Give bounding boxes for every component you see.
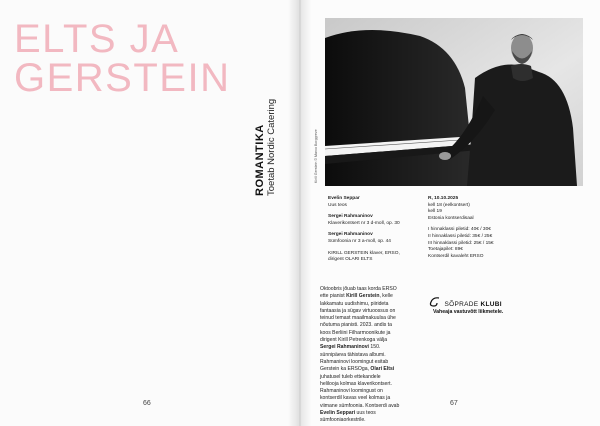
pianist-photo bbox=[325, 18, 583, 186]
body-segment-bold: Kirill Gerstein bbox=[346, 293, 380, 300]
category: ROMANTIKA bbox=[254, 124, 266, 196]
work: Uus teos bbox=[328, 202, 347, 208]
photo-illustration bbox=[325, 18, 583, 186]
title-line: GERSTEIN bbox=[14, 56, 231, 100]
article-body bbox=[320, 286, 400, 425]
price-line: Toetajapilet: 89€ bbox=[428, 247, 463, 253]
club-motto: Vaheaja vastuvõtt liikmetele. bbox=[433, 309, 504, 315]
event-time: kell 19 bbox=[428, 209, 442, 215]
program-item bbox=[328, 214, 428, 227]
body-segment: uus teos sümfooniaorkestrile. bbox=[320, 410, 376, 424]
page-number-right: 67 bbox=[450, 400, 458, 407]
price-line: III hinnaklassi piletid: 25€ / 15€ bbox=[428, 240, 494, 246]
price-line: II hinnaklassi piletid: 35€ / 25€ bbox=[428, 233, 493, 239]
program-item bbox=[328, 232, 428, 245]
work: Klaverikontsert nr 3 d-moll, op. 30 bbox=[328, 220, 400, 226]
body-segment: , kelle lakkamatu uudishimu, piirideta fantaasia ja sügav virtuoossus on teinud temast maailmakuulsa ühe nõutuma pianisti. 2023. andis ta koos Berliini Filharmoonikute ja dirigent Kirill Petrenkoga välja bbox=[320, 293, 396, 344]
sponsor-line: Toetab Nordic Catering bbox=[266, 98, 277, 196]
body-segment: Oktoobris jõuab taas korda ERSO ette pianist bbox=[320, 286, 397, 300]
composer: Evelin Seppar bbox=[328, 196, 360, 201]
composer: Sergei Rahmaninov bbox=[328, 232, 373, 238]
price-line: Kontserdil kavaleht ERSO bbox=[428, 253, 484, 259]
title-line: ELTS JA bbox=[14, 17, 180, 61]
body-segment: juhatusel tuleb ettekandele helilooja kolmas klaverikontsert. Rahmaninovi loomingust on kontserdil kavas veel kolmas ja viimane sümfoonia. Kontserdi avab bbox=[320, 373, 400, 409]
composer: Sergei Rahmaninov bbox=[328, 214, 373, 220]
body-segment: 150. sünnipäeva tähistava albumi. Rahmaninovi loomingut esitab Gerstein ka ERSOga, bbox=[320, 344, 389, 373]
price-line: I hinnaklassi piletid: 40€ / 30€ bbox=[428, 227, 491, 233]
body-segment-bold: Sergei Rahmaninovi bbox=[320, 344, 369, 351]
category-label bbox=[254, 99, 277, 196]
body-segment-bold: Olari Eltsi bbox=[370, 366, 395, 373]
page-gutter bbox=[288, 0, 312, 426]
body-segment-bold: Evelin Seppari bbox=[320, 410, 356, 417]
performers-line: KIRILL GERSTEIN klaver, ERSO, bbox=[328, 250, 400, 256]
performers bbox=[328, 251, 428, 264]
club-swirl-icon bbox=[428, 296, 440, 308]
page-number-left: 66 bbox=[143, 400, 151, 407]
logo-prefix: SÕPRADE bbox=[444, 301, 479, 308]
event-info bbox=[428, 196, 538, 260]
performers-line: dirigent OLARI ELTS bbox=[328, 257, 373, 263]
photo-credit: Kirill Gerstein © Marco Borggreve bbox=[314, 129, 318, 183]
program-item bbox=[328, 196, 428, 209]
program-list bbox=[328, 196, 428, 269]
venue: Estonia kontserdisaal bbox=[428, 215, 474, 221]
concert-title bbox=[14, 17, 231, 100]
event-date: R, 10.10.2025 bbox=[428, 196, 459, 201]
work: Sümfoonia nr 3 a-moll, op. 44 bbox=[328, 238, 391, 244]
event-time: kell 18 (eelkontsert) bbox=[428, 202, 470, 208]
logo-name: KLUBI bbox=[480, 301, 502, 308]
